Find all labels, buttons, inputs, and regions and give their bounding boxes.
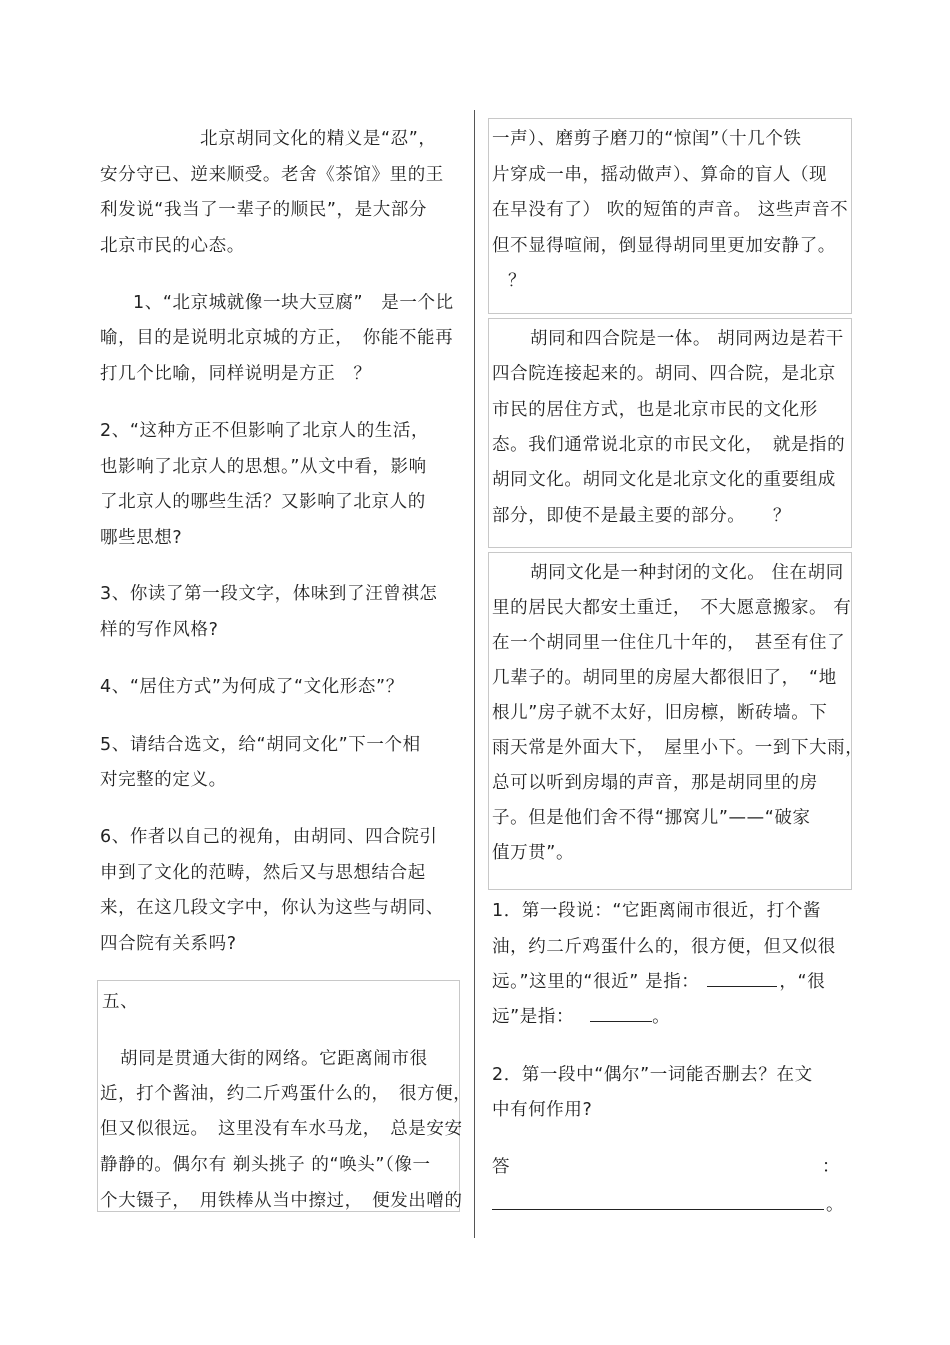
- question-5-line-1: 5、请结合选文，给“胡同文化”下一个相: [100, 735, 421, 755]
- para2-line-6: 部分，即使不是最主要的部分。 ？: [492, 506, 791, 526]
- exercise-1-line-3: [492, 965, 825, 1001]
- exercise-1-near-label: 远。”这里的“很近” 是指：: [492, 972, 700, 992]
- question-6-line-4: 四合院有关系吗?: [100, 934, 237, 954]
- question-2-line-1: 2、“这种方正不但影响了北京人的生活，: [100, 421, 430, 441]
- para3-line-1: 胡同文化是一种封闭的文化。 住在胡同: [530, 563, 844, 583]
- passage-line-3: 但又似很远。 这里没有车水马龙， 总是安安: [100, 1119, 463, 1139]
- exercise-1-end: 。: [652, 1007, 671, 1027]
- exercise-1-line-1: 1．第一段说：“它距离闹市很近，打个酱: [492, 901, 822, 921]
- exercise-1-line-2: 油，约二斤鸡蛋什么的，很方便，但又似很: [492, 937, 836, 957]
- exercise-2-line-1: 2．第一段中“偶尔”一词能否删去？在文: [492, 1065, 813, 1085]
- para3-line-3: 在一个胡同里一住住几十年的， 甚至有住了: [492, 633, 846, 653]
- exercise-1-far-label: 远”是指：: [492, 1007, 575, 1027]
- near-answer-blank[interactable]: [707, 966, 777, 987]
- para2-line-3: 市民的居住方式，也是北京市民的文化形: [492, 400, 818, 420]
- answer-line[interactable]: [492, 1209, 824, 1210]
- question-4-line-1: 4、“居住方式”为何成了“文化形态”？: [100, 677, 404, 697]
- passage-line-5: 个大镊子， 用铁棒从当中擦过， 便发出噌的: [100, 1191, 463, 1211]
- exercise-2-line-2: 中有何作用?: [492, 1100, 593, 1120]
- para2-line-5: 胡同文化。胡同文化是北京文化的重要组成: [492, 470, 836, 490]
- section-title: 五、: [102, 992, 139, 1012]
- column-divider: [474, 110, 475, 1238]
- continuation-line-4: 但不显得喧闹，倒显得胡同里更加安静了。: [492, 236, 836, 256]
- continuation-line-2: 片穿成一串，摇动做声）、算命的盲人（现: [492, 165, 828, 185]
- continuation-line-5: ？: [508, 271, 527, 291]
- question-5-line-2: 对完整的定义。: [100, 770, 227, 790]
- passage-line-1: 胡同是贯通大街的网络。它距离闹市很: [120, 1049, 428, 1069]
- passage-line-2: 近，打个酱油，约二斤鸡蛋什么的， 很方便，: [100, 1084, 472, 1104]
- question-3-line-2: 样的写作风格?: [100, 620, 219, 640]
- para2-line-4: 态。我们通常说北京的市民文化， 就是指的: [492, 435, 846, 455]
- para2-line-1: 胡同和四合院是一体。 胡同两边是若干: [530, 329, 844, 349]
- exercise-1-line-4: [492, 1000, 670, 1036]
- question-1-line-3: 打几个比喻，同样说明是方正 ？: [100, 364, 372, 384]
- far-answer-blank[interactable]: [590, 1001, 652, 1022]
- continuation-line-1: 一声）、磨剪子磨刀的“惊闺”（十几个铁: [492, 129, 802, 149]
- question-6-line-1: 6、作者以自己的视角，由胡同、四合院引: [100, 827, 438, 847]
- passage-line-4: 静静的。偶尔有 剃头挑子 的“唤头”（像一: [100, 1155, 431, 1175]
- para3-line-4: 几辈子的。胡同里的房屋大都很旧了， “地: [492, 668, 837, 688]
- para2-line-2: 四合院连接起来的。胡同、四合院，是北京: [492, 364, 836, 384]
- question-2-line-2: 也影响了北京人的思想。”从文中看，影响: [100, 457, 427, 477]
- para3-line-9: 值万贯”。: [492, 843, 575, 863]
- para3-line-7: 总可以听到房塌的声音，那是胡同里的房: [492, 773, 818, 793]
- answer-colon: ：: [822, 1157, 841, 1177]
- para3-line-6: 雨天常是外面大下， 屋里小下。一到下大雨，: [492, 738, 864, 758]
- question-2-line-3: 了北京人的哪些生活？又影响了北京人的: [100, 492, 426, 512]
- question-6-line-3: 来，在这几段文字中，你认为这些与胡同、: [100, 898, 444, 918]
- intro-line-2: 安分守已、逆来顺受。老舍《茶馆》里的王: [100, 165, 444, 185]
- question-2-line-4: 哪些思想?: [100, 528, 183, 548]
- continuation-line-3: 在早没有了） 吹的短笛的声音。 这些声音不: [492, 200, 849, 220]
- para3-line-8: 子。但是他们舍不得“挪窝儿”——“破家: [492, 808, 811, 828]
- answer-label: 答: [492, 1157, 511, 1177]
- question-6-line-2: 申到了文化的范畴，然后又与思想结合起: [100, 863, 426, 883]
- question-3-line-1: 3、你读了第一段文字，体味到了汪曾祺怎: [100, 584, 438, 604]
- exercise-1-far-prefix: ，“很: [779, 972, 826, 992]
- question-1-line-2: 喻，目的是说明北京城的方正， 你能不能再: [100, 328, 454, 348]
- intro-line-1: 北京胡同文化的精义是“忍”，: [200, 129, 437, 149]
- para3-line-2: 里的居民大都安土重迁， 不大愿意搬家。 有: [492, 598, 852, 618]
- para3-line-5: 根儿”房子就不太好，旧房檩，断砖墙。下: [492, 703, 828, 723]
- question-1-line-1: 1、“北京城就像一块大豆腐” 是一个比: [133, 293, 454, 313]
- intro-line-3: 利发说“我当了一辈子的顺民”，是大部分: [100, 200, 428, 220]
- answer-end: 。: [826, 1195, 845, 1215]
- intro-line-4: 北京市民的心态。: [100, 236, 245, 256]
